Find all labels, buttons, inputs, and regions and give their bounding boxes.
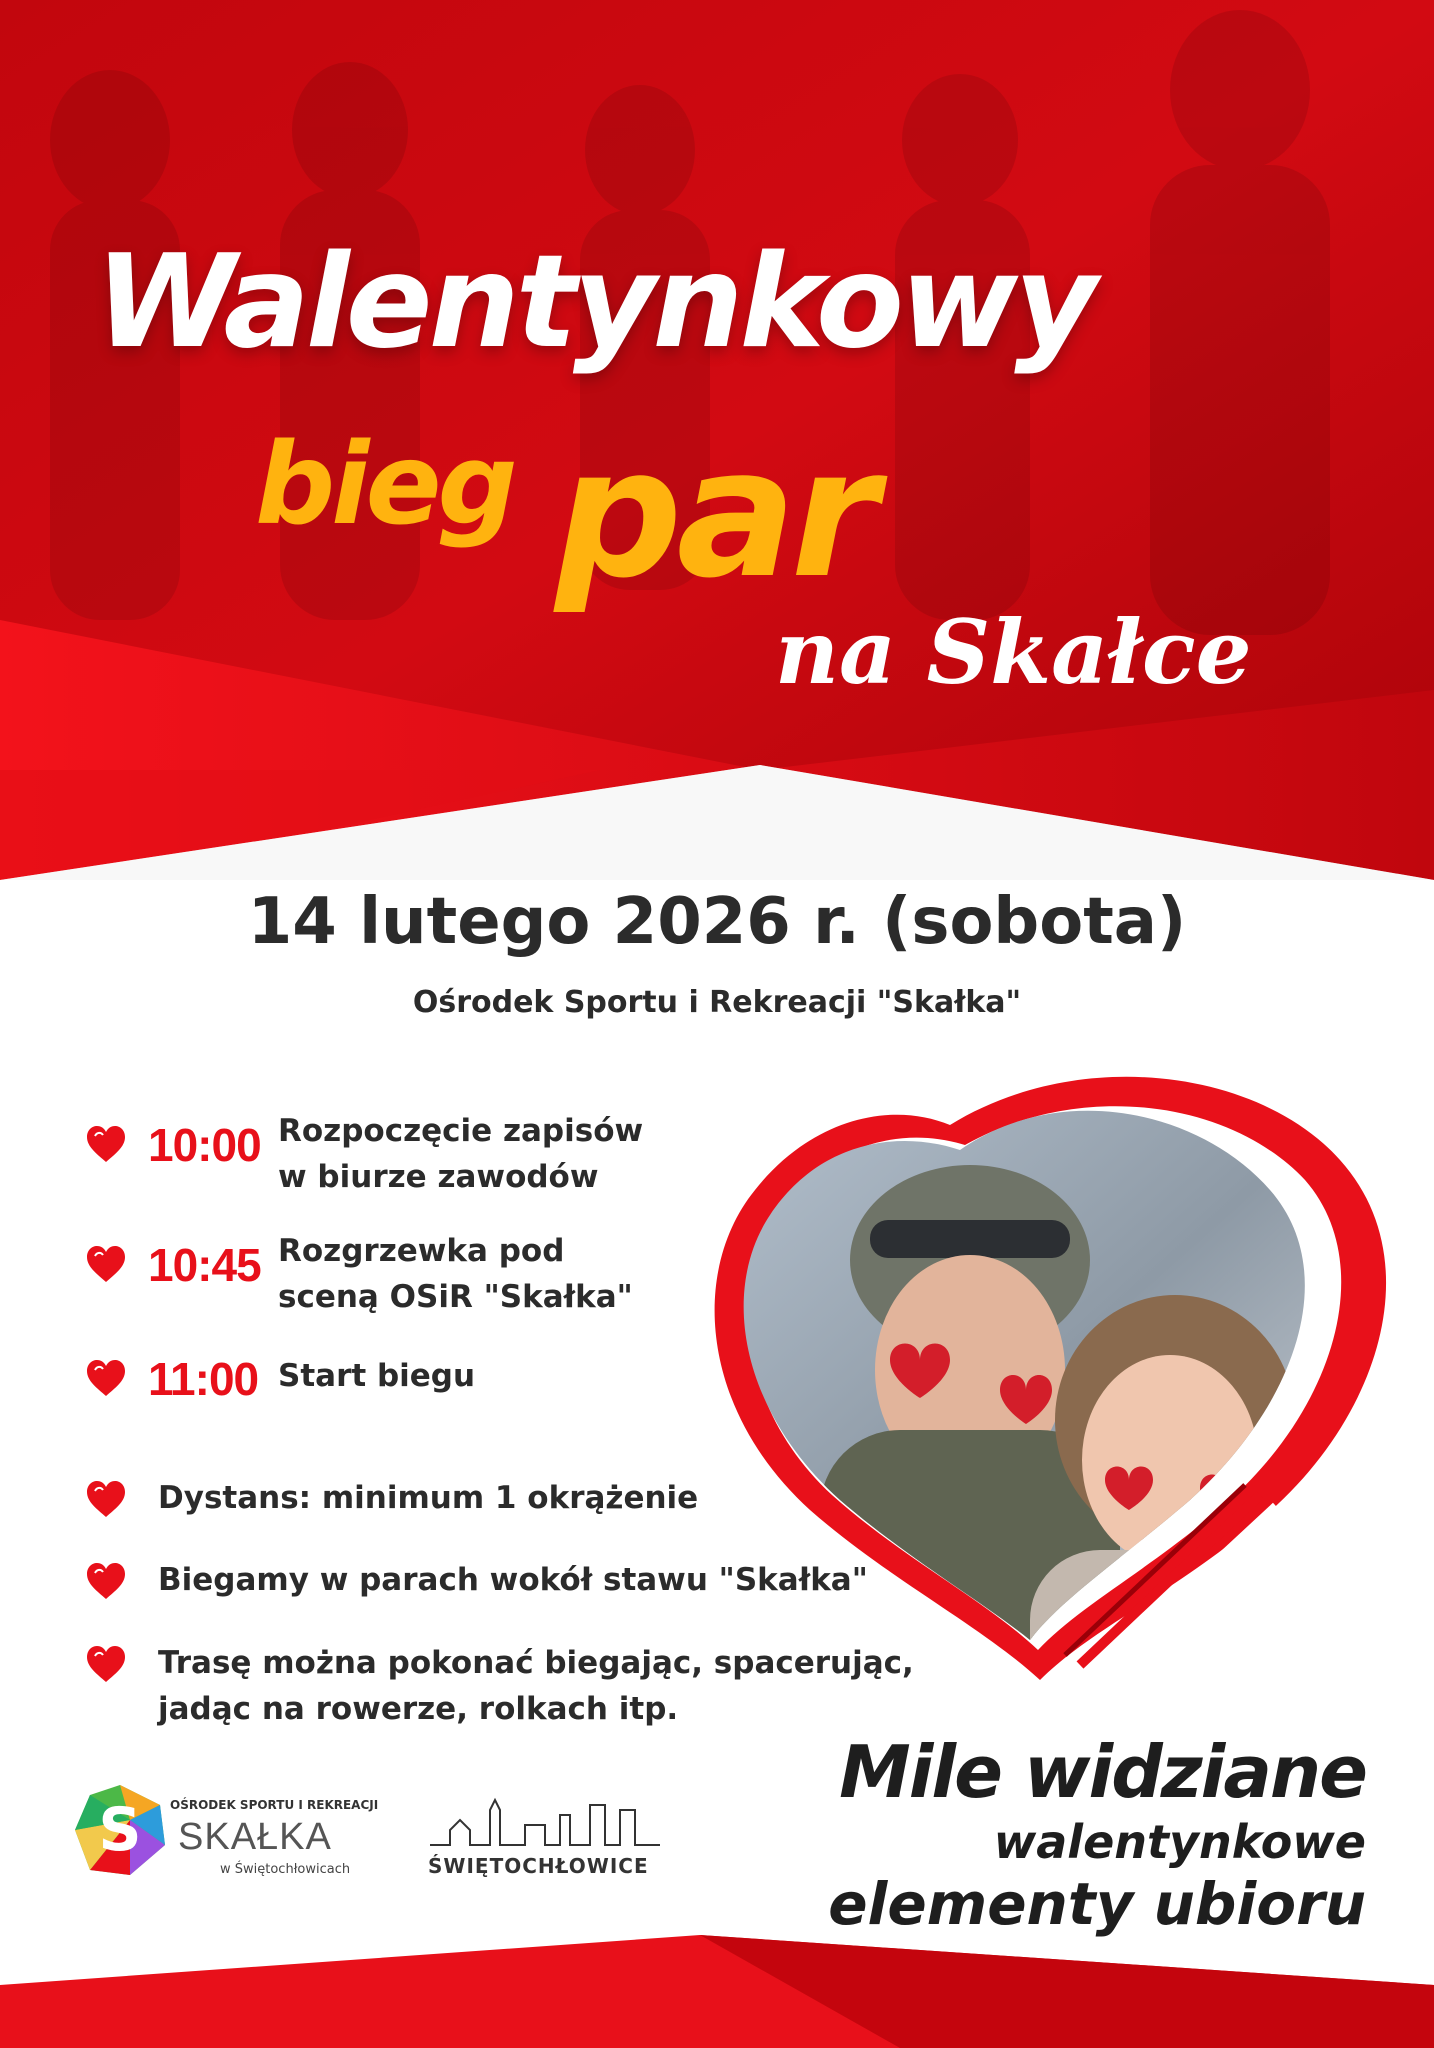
osir-logo-top-text: OŚRODEK SPORTU I REKREACJI (170, 1798, 379, 1812)
title-par: par (555, 410, 873, 617)
footer-band (0, 1935, 1434, 2048)
heart-icon (85, 1244, 127, 1284)
osir-logo-name: SKAŁKA (178, 1816, 332, 1858)
info-item (85, 1557, 965, 1617)
info-text-line2: jadąc na rowerze, rolkach itp. (158, 1691, 679, 1727)
schedule (85, 1100, 705, 1440)
city-logo-text: ŚWIĘTOCHŁOWICE (428, 1854, 649, 1878)
heart-icon (85, 1479, 127, 1519)
schedule-time: 10:00 (148, 1119, 261, 1171)
heart-icon (85, 1644, 127, 1684)
info-item (85, 1475, 965, 1535)
osir-logo-icon (70, 1780, 170, 1880)
title-na-skalce: na Skałce (775, 600, 1252, 704)
schedule-item (85, 1350, 705, 1410)
schedule-item (85, 1230, 705, 1330)
osir-logo (70, 1780, 390, 1890)
schedule-time: 11:00 (148, 1353, 259, 1405)
schedule-desc-line2: w biurze zawodów (278, 1159, 599, 1195)
dress-note-line1: Mile widziane (839, 1730, 1366, 1814)
info-text: Biegamy w parach wokół stawu "Skałka" (158, 1562, 868, 1598)
dress-note-line3: elementy ubioru (828, 1870, 1366, 1938)
title-bieg: bieg (255, 420, 514, 550)
dress-note-line2: walentynkowe (993, 1815, 1366, 1869)
schedule-desc-line2: sceną OSiR "Skałka" (278, 1279, 633, 1315)
info-item (85, 1640, 965, 1740)
heart-icon (85, 1358, 127, 1398)
osir-logo-sub: w Świętochłowicach (220, 1862, 351, 1877)
schedule-item (85, 1110, 705, 1210)
info-list (85, 1475, 965, 1765)
svg-text:S: S (98, 1795, 142, 1865)
event-venue: Ośrodek Sportu i Rekreacji "Skałka" (412, 985, 1022, 1020)
info-text-line1: Trasę można pokonać biegając, spacerując, (158, 1645, 914, 1681)
heart-icon (85, 1124, 127, 1164)
schedule-desc-line1: Rozgrzewka pod (278, 1233, 565, 1269)
city-skyline-icon (430, 1790, 660, 1850)
heart-icon (85, 1561, 127, 1601)
event-date: 14 lutego 2026 r. (sobota) (247, 885, 1187, 959)
schedule-desc-line1: Start biegu (278, 1358, 476, 1394)
title-walentynkowy: Walentynkowy (95, 228, 1094, 377)
city-logo (420, 1790, 670, 1890)
schedule-desc-line1: Rozpoczęcie zapisów (278, 1113, 644, 1149)
schedule-time: 10:45 (148, 1239, 261, 1291)
info-text: Dystans: minimum 1 okrążenie (158, 1480, 699, 1516)
